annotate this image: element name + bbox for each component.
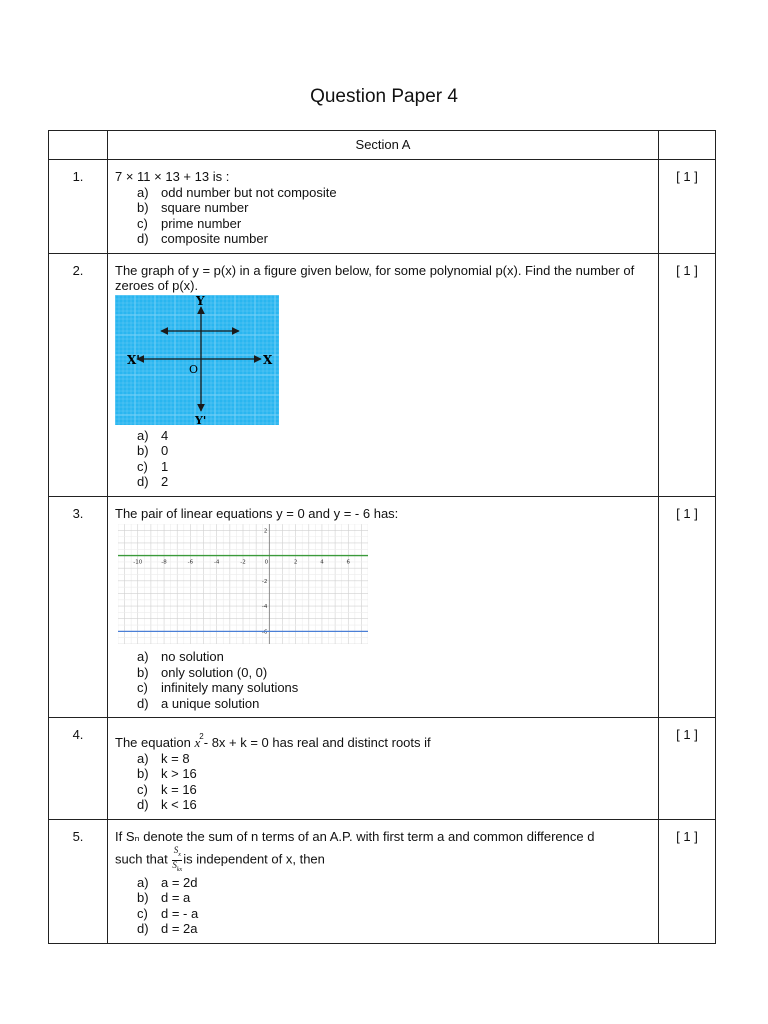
option-a [137,875,652,891]
option-text: k > 16 [161,766,197,781]
option-list [115,875,652,937]
x-tick-label: -8 [161,559,167,566]
option-d [137,921,652,937]
marks-cell: [ 1 ] [659,718,716,820]
option-list [115,185,652,247]
question-body [108,496,659,718]
y-tick-label: -6 [261,629,268,636]
question-row-5 [49,819,716,943]
section-heading: Section A [108,131,659,160]
fraction-numerator [172,846,182,861]
question-text-part: is independent of x, then [183,851,325,867]
option-a [137,751,652,767]
option-a [137,428,652,444]
x-tick-label: 0 [264,559,269,566]
option-label: c) [137,458,148,474]
option-label: b) [137,766,149,781]
option-b [137,890,652,906]
option-label: d) [137,797,149,812]
denominator-subscript: kx [176,866,183,873]
polynomial-graph-figure [115,295,279,425]
option-text: 0 [161,443,169,458]
x-tick-label: -2 [240,559,246,566]
option-c [137,459,652,475]
question-body [108,819,659,943]
option-b [137,665,652,681]
option-text: d = 2a [161,921,198,937]
question-number: 5. [49,819,108,943]
question-row-2 [49,253,716,496]
option-text: a unique solution [161,695,260,711]
question-text-line1: If Sₙ denote the sum of n terms of an A.P. with first term a and common difference d [115,828,595,844]
x-tick-label: -6 [187,559,194,566]
option-text: d = a [161,890,191,906]
option-label: a) [137,750,149,766]
option-text: a = 2d [161,874,198,890]
option-label: c) [137,215,148,231]
option-label: a) [137,649,149,664]
option-label: a) [137,427,149,443]
x-tick-label: 6 [346,559,351,566]
question-row-1 [49,160,716,254]
question-text-part: such that [115,851,168,867]
question-text-part: - 8x + k = 0 has real and distinct roots if [203,735,431,750]
marks-cell: [ 1 ] [659,253,716,496]
exponent: 2 [199,732,204,741]
y-tick-label: 2 [263,528,268,535]
numerator-symbol: S [173,845,179,855]
option-b [137,766,652,782]
option-d [137,474,652,490]
y-tick-label: -4 [261,604,268,611]
option-label: b) [137,890,149,906]
question-number: 2. [49,253,108,496]
linear-equations-chart [118,524,368,644]
x-tick-label: 2 [293,559,298,566]
option-label: d) [137,921,149,937]
option-text: composite number [161,231,268,246]
option-c [137,906,652,922]
option-label: b) [137,443,149,458]
question-text: The pair of linear equations y = 0 and y = - 6 has: [115,505,399,521]
x-tick-label: -4 [213,559,220,566]
option-text: no solution [161,649,224,664]
axis-label-x-neg: X' [127,352,140,367]
y-tick-label: -2 [261,578,268,585]
x-tick-label: -10 [133,559,143,566]
option-b [137,443,652,459]
option-label: c) [137,905,148,921]
option-text: 2 [161,474,169,489]
option-text: only solution (0, 0) [161,664,268,680]
option-label: a) [137,874,149,890]
origin-label: O [189,362,199,376]
option-list [115,751,652,813]
option-text: 1 [161,458,169,474]
option-d [137,231,652,247]
question-number: 3. [49,496,108,718]
option-c [137,680,652,696]
option-c [137,782,652,798]
option-label: d) [137,231,149,246]
question-body [108,160,659,254]
option-text: k = 16 [161,781,197,797]
option-label: d) [137,474,149,489]
option-label: d) [137,695,149,711]
question-text-part: The equation [115,735,195,750]
option-label: c) [137,781,148,797]
option-text: odd number but not composite [161,184,337,200]
question-text [115,729,652,751]
option-text: infinitely many solutions [161,680,299,695]
question-body [108,718,659,820]
axis-label-x: X [263,352,273,367]
denominator-symbol: S [172,859,177,870]
question-body [108,253,659,496]
table-header-row [49,131,716,160]
option-label: b) [137,200,149,215]
marks-cell: [ 1 ] [659,496,716,718]
fraction-denominator [172,861,182,875]
option-text: k = 8 [161,750,190,766]
question-text-line2 [115,846,652,875]
option-a [137,185,652,201]
marks-cell: [ 1 ] [659,160,716,254]
question-row-4 [49,718,716,820]
option-text: 4 [161,427,169,443]
numerator-subscript: x [178,851,181,858]
x-tick-label: 4 [320,559,324,566]
option-b [137,200,652,216]
option-a [137,649,652,665]
math-variable: x [194,735,201,750]
marks-cell: [ 1 ] [659,819,716,943]
option-list [115,649,652,711]
option-text: prime number [161,215,242,231]
question-table [48,130,716,944]
option-text: d = - a [161,905,199,921]
option-text: square number [161,200,249,215]
option-c [137,216,652,232]
header-marks-cell [659,131,716,160]
option-list [115,428,652,490]
option-text: k < 16 [161,797,197,812]
option-label: a) [137,184,149,200]
question-number: 1. [49,160,108,254]
question-number: 4. [49,718,108,820]
header-number-cell [49,131,108,160]
option-label: c) [137,680,148,695]
question-row-3 [49,496,716,718]
option-label: b) [137,664,149,680]
chart-grid [118,524,368,644]
axis-label-y-neg: Y' [195,413,207,425]
chart-tick-labels [133,528,350,635]
fraction [172,846,182,875]
question-text: The graph of y = p(x) in a figure given below, for some polynomial p(x). Find the number of zeroes of p(x). [115,262,635,293]
question-text: 7 × 11 × 13 + 13 is : [115,169,230,184]
axis-label-y: Y [196,294,205,308]
option-d [137,797,652,813]
page-title: Question Paper 4 [310,86,458,107]
option-d [137,696,652,712]
